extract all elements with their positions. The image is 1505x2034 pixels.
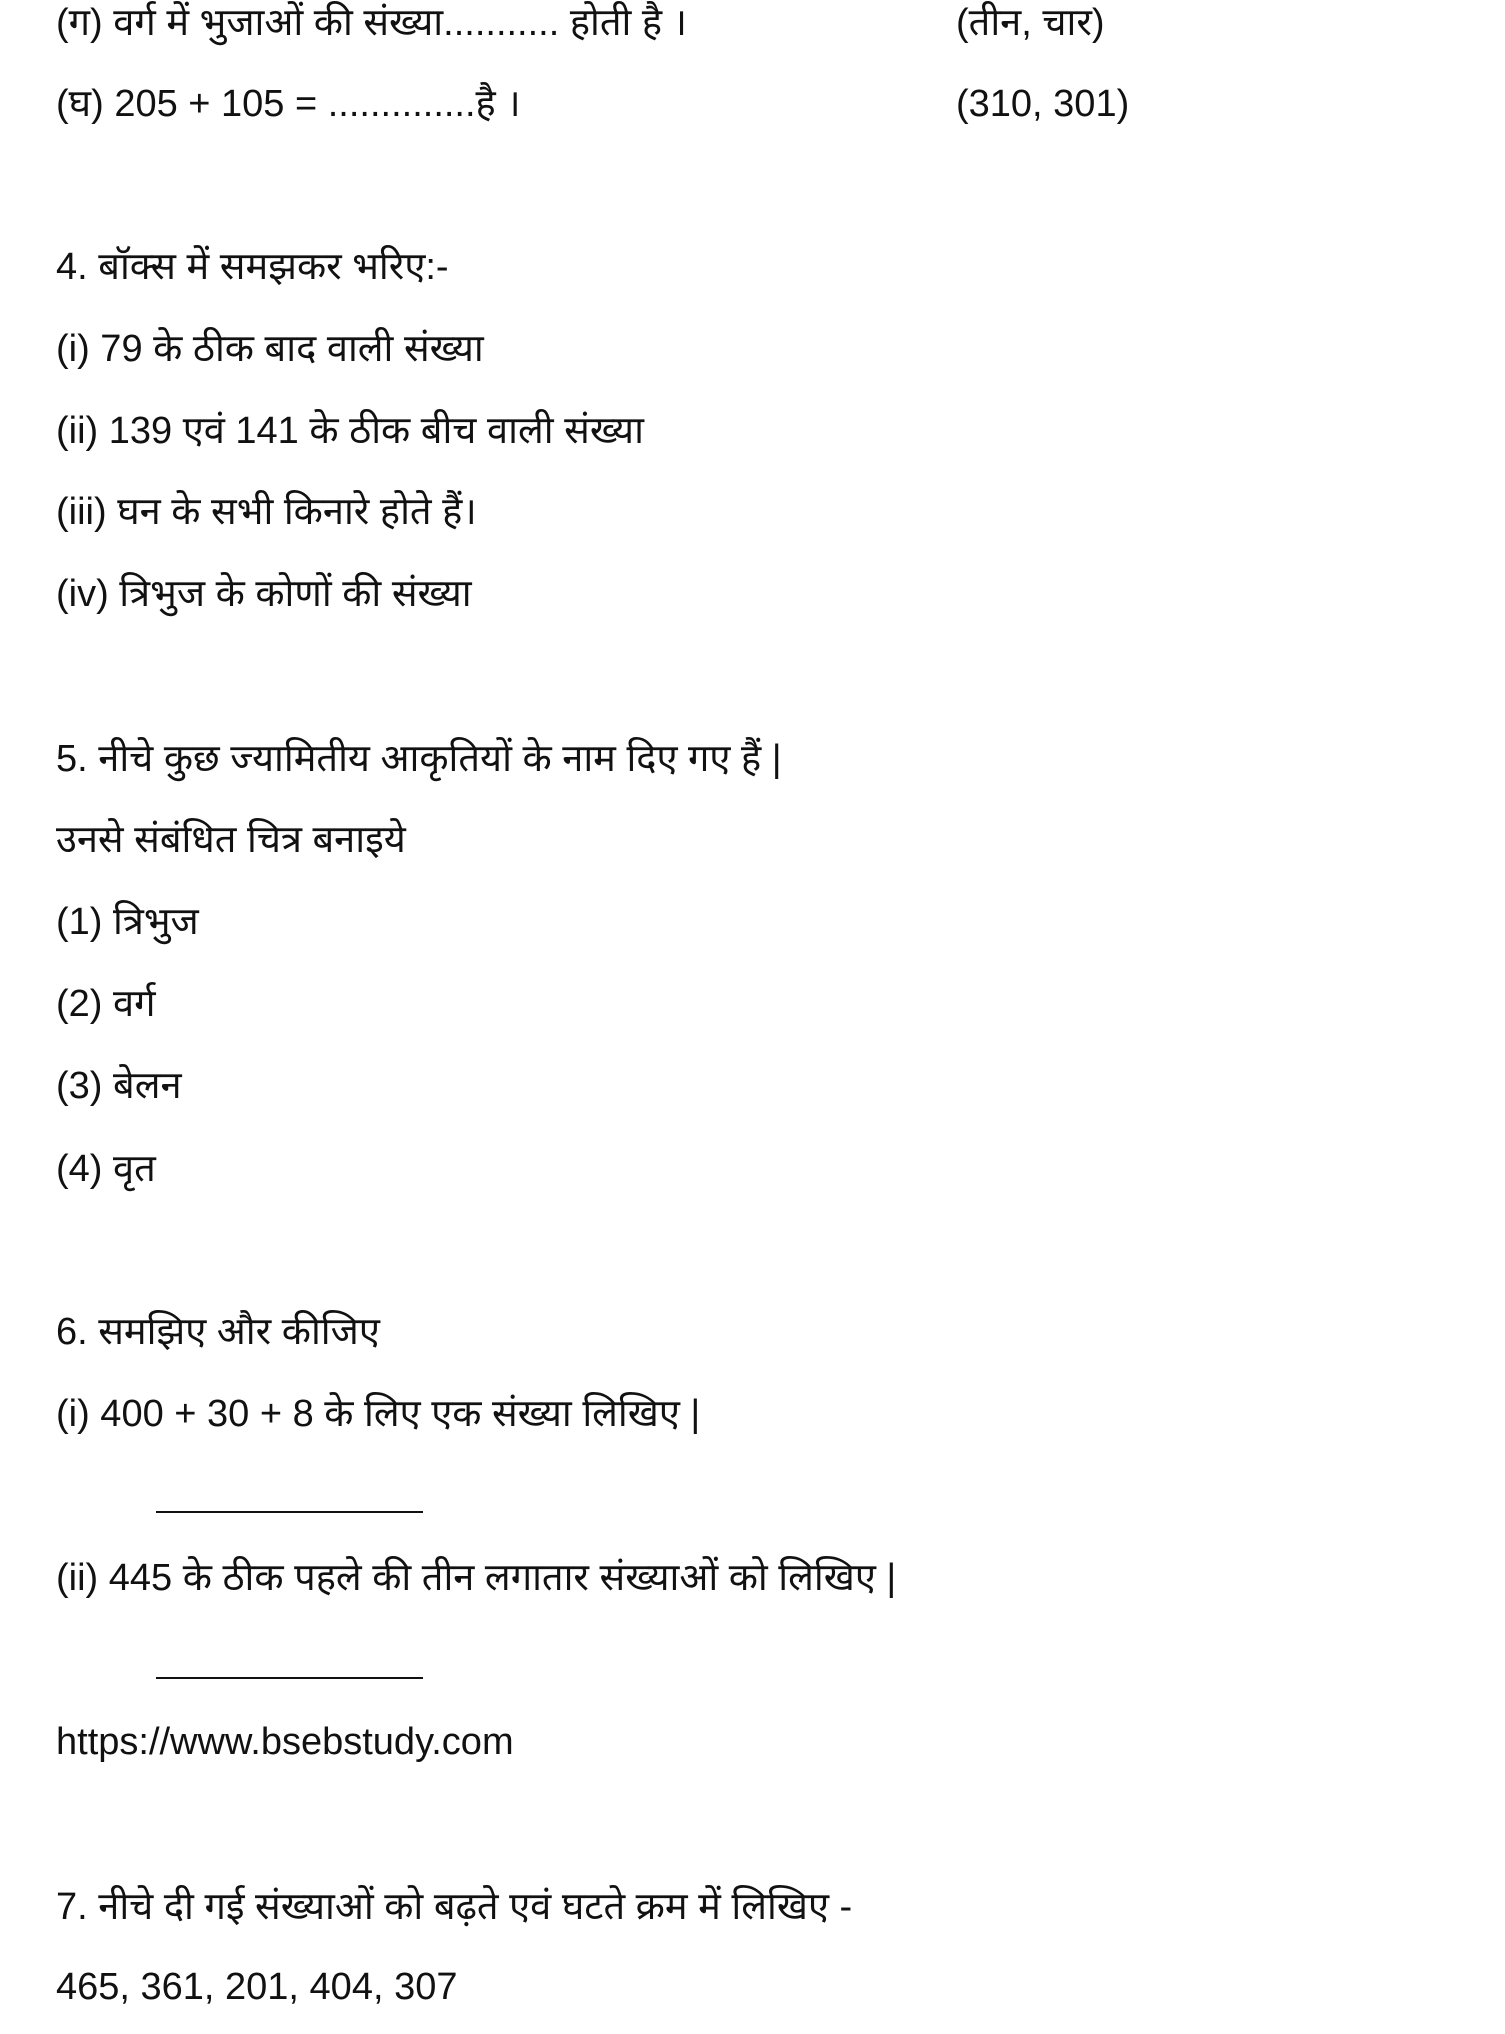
q5-item: (1) त्रिभुज xyxy=(56,901,199,943)
q7-title: 7. नीचे दी गई संख्याओं को बढ़ते एवं घटते क्रम में लिखिए - xyxy=(56,1886,853,1928)
q5-subtitle: उनसे संबंधित चित्र बनाइये xyxy=(56,819,406,861)
q3-c-options: (तीन, चार) xyxy=(956,2,1105,44)
q4-item: (ii) 139 एवं 141 के ठीक बीच वाली संख्या xyxy=(56,410,644,452)
q6-title: 6. समझिए और कीजिए xyxy=(56,1311,380,1353)
q4-item: (i) 79 के ठीक बाद वाली संख्या xyxy=(56,328,484,370)
watermark-url: https://www.bsebstudy.com xyxy=(56,1721,514,1763)
q5-item: (4) वृत xyxy=(56,1148,156,1190)
q4-item: (iv) त्रिभुज के कोणों की संख्या xyxy=(56,573,472,615)
q3-c-text: (ग) वर्ग में भुजाओं की संख्या........... होती है । xyxy=(56,2,688,44)
answer-line xyxy=(156,1677,423,1679)
q6-item: (ii) 445 के ठीक पहले की तीन लगातार संख्याओं को लिखिए | xyxy=(56,1557,897,1599)
q7-numbers: 465, 361, 201, 404, 307 xyxy=(56,1966,458,2008)
q4-title: 4. बॉक्स में समझकर भरिए:- xyxy=(56,246,449,288)
q4-item: (iii) घन के सभी किनारे होते हैं। xyxy=(56,491,477,533)
q5-item: (2) वर्ग xyxy=(56,983,156,1025)
q3-d-text: (घ) 205 + 105 = ..............है । xyxy=(56,83,521,125)
answer-line xyxy=(156,1511,423,1513)
q6-item: (i) 400 + 30 + 8 के लिए एक संख्या लिखिए | xyxy=(56,1393,701,1435)
q3-d-options: (310, 301) xyxy=(956,83,1130,125)
q5-title: 5. नीचे कुछ ज्यामितीय आकृतियों के नाम दिए गए हैं | xyxy=(56,738,782,780)
q5-item: (3) बेलन xyxy=(56,1065,182,1107)
